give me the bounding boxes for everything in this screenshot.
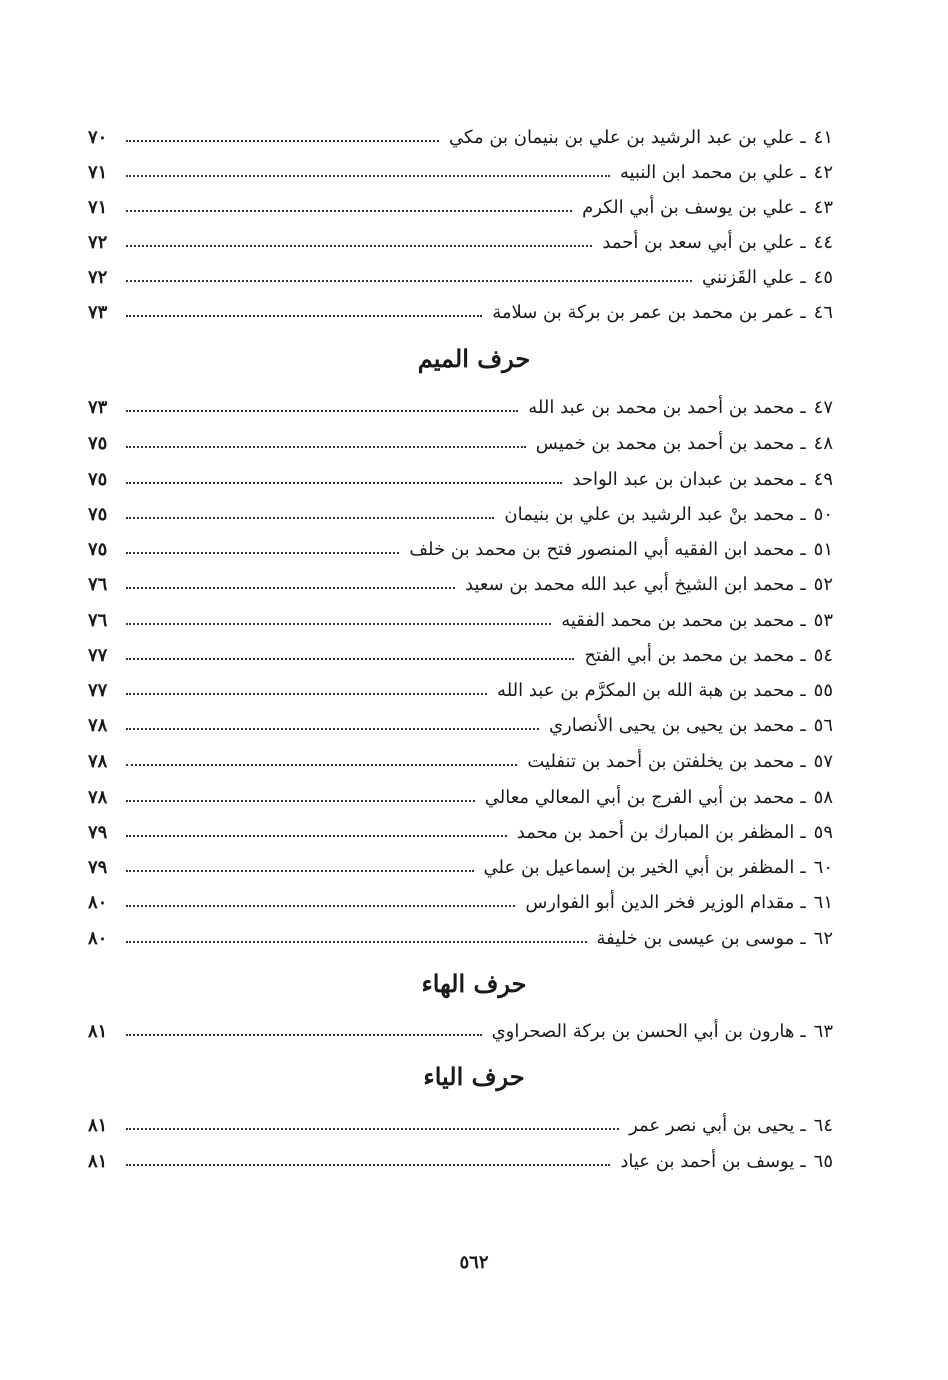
- entry-title: محمد بن أحمد بن محمد بن عبد الله: [528, 396, 795, 418]
- dot-leader: [126, 1128, 619, 1130]
- entry-number: ٦٢: [813, 927, 833, 949]
- entry-page-number: ٧٣: [88, 396, 108, 418]
- entry-number: ٥٠: [813, 503, 833, 525]
- entry-number: ٥١: [813, 538, 833, 560]
- entry-separator: ـ: [800, 856, 806, 878]
- toc-entry-48: [88, 426, 833, 460]
- entry-separator: ـ: [800, 396, 806, 418]
- entry-separator: ـ: [800, 161, 806, 183]
- toc-entry-59: [88, 815, 833, 849]
- entry-page-number: ٧٨: [88, 714, 108, 736]
- toc-entry-41: [88, 120, 833, 154]
- dot-leader: [126, 623, 551, 625]
- entry-number: ٥٦: [813, 714, 833, 736]
- entry-separator: ـ: [800, 821, 806, 843]
- entry-number: ٦٤: [813, 1114, 833, 1136]
- entry-number: ٦٥: [813, 1150, 833, 1172]
- entry-title: محمد بن هبة الله بن المكرَّم بن عبد الله: [497, 679, 795, 701]
- entry-page-number: ٧٥: [88, 468, 108, 490]
- dot-leader: [126, 140, 439, 142]
- entry-page-number: ٧٧: [88, 644, 108, 666]
- section-heading-meem: حرف الميم: [417, 344, 531, 373]
- toc-entry-44: [88, 225, 833, 259]
- entry-title: علي القَزنني: [701, 266, 795, 288]
- entry-separator: ـ: [800, 786, 806, 808]
- toc-entry-47: [88, 390, 833, 424]
- entry-separator: ـ: [800, 609, 806, 631]
- entry-page-number: ٧٩: [88, 856, 108, 878]
- entry-title: عمر بن محمد بن عمر بن بركة بن سلامة: [492, 301, 795, 323]
- toc-entry-49: [88, 462, 833, 496]
- toc-entry-50: [88, 497, 833, 531]
- dot-leader: [126, 210, 572, 212]
- dot-leader: [126, 658, 574, 660]
- entry-separator: ـ: [800, 927, 806, 949]
- entry-number: ٤٧: [813, 396, 833, 418]
- dot-leader: [126, 835, 507, 837]
- entry-number: ٥٢: [813, 573, 833, 595]
- dot-leader: [126, 517, 494, 519]
- toc-entry-63: [88, 1014, 833, 1048]
- entry-number: ٤٦: [813, 301, 833, 323]
- entry-number: ٤١: [813, 126, 833, 148]
- toc-entry-62: [88, 921, 833, 955]
- entry-number: ٦٣: [813, 1020, 833, 1042]
- entry-title: المظفر بن المبارك بن أحمد بن محمد: [516, 821, 795, 843]
- dot-leader: [126, 587, 455, 589]
- entry-separator: ـ: [800, 538, 806, 560]
- dot-leader: [126, 482, 562, 484]
- entry-title: محمد ابن الفقيه أبي المنصور فتح بن محمد بن خلف: [409, 538, 795, 560]
- entry-title: موسى بن عيسى بن خليفة: [596, 927, 795, 949]
- entry-separator: ـ: [800, 266, 806, 288]
- entry-number: ٤٢: [813, 161, 833, 183]
- section-heading-haa: حرف الهاء: [421, 969, 527, 998]
- toc-entry-61: [88, 885, 833, 919]
- toc-entry-56: [88, 708, 833, 742]
- dot-leader: [126, 410, 518, 412]
- toc-entry-43: [88, 190, 833, 224]
- entry-title: محمد بن محمد بن أبي الفتح: [584, 644, 795, 666]
- entry-page-number: ٧٨: [88, 750, 108, 772]
- page-number: ٥٦٢: [459, 1252, 489, 1273]
- dot-leader: [126, 905, 515, 907]
- entry-page-number: ٧٦: [88, 573, 108, 595]
- entry-title: مقدام الوزير فخر الدين أبو الفوارس: [525, 891, 795, 913]
- entry-separator: ـ: [800, 432, 806, 454]
- entry-page-number: ٧٧: [88, 679, 108, 701]
- entry-separator: ـ: [800, 1020, 806, 1042]
- entry-title: هارون بن أبي الحسن بن بركة الصحراوي: [491, 1020, 795, 1042]
- entry-title: علي بن أبي سعد بن أحمد: [602, 231, 795, 253]
- entry-page-number: ٧١: [88, 161, 108, 183]
- entry-separator: ـ: [800, 231, 806, 253]
- entry-page-number: ٧٩: [88, 821, 108, 843]
- entry-number: ٤٣: [813, 196, 833, 218]
- entry-separator: ـ: [800, 196, 806, 218]
- dot-leader: [126, 800, 475, 802]
- entry-title: المظفر بن أبي الخير بن إسماعيل بن علي: [483, 856, 795, 878]
- entry-separator: ـ: [800, 1114, 806, 1136]
- dot-leader: [126, 870, 474, 872]
- entry-separator: ـ: [800, 891, 806, 913]
- entry-separator: ـ: [800, 679, 806, 701]
- toc-entry-46: [88, 295, 833, 329]
- entry-separator: ـ: [800, 301, 806, 323]
- entry-page-number: ٧٦: [88, 609, 108, 631]
- entry-number: ٥٨: [813, 786, 833, 808]
- entry-separator: ـ: [800, 750, 806, 772]
- entry-number: ٤٤: [813, 231, 833, 253]
- entry-number: ٦١: [813, 891, 833, 913]
- entry-title: محمد بنْ عبد الرشيد بن علي بن بنيمان: [504, 503, 795, 525]
- entry-title: محمد بن أحمد بن محمد بن خميس: [535, 432, 795, 454]
- entry-page-number: ٨٠: [88, 891, 108, 913]
- toc-entry-45: [88, 260, 833, 294]
- entry-number: ٥٣: [813, 609, 833, 631]
- toc-entry-52: [88, 567, 833, 601]
- dot-leader: [126, 175, 610, 177]
- toc-entry-55: [88, 673, 833, 707]
- toc-entry-65: [88, 1144, 833, 1178]
- entry-separator: ـ: [800, 714, 806, 736]
- entry-number: ٤٩: [813, 468, 833, 490]
- toc-entry-57: [88, 744, 833, 778]
- entry-number: ٥٧: [813, 750, 833, 772]
- entry-title: محمد بن يخلفتن بن أحمد بن تنفليت: [527, 750, 795, 772]
- section-heading-yaa: حرف الياء: [423, 1062, 525, 1091]
- entry-page-number: ٨١: [88, 1020, 108, 1042]
- entry-number: ٤٨: [813, 432, 833, 454]
- entry-number: ٥٩: [813, 821, 833, 843]
- toc-entry-53: [88, 603, 833, 637]
- dot-leader: [126, 245, 592, 247]
- toc-entry-51: [88, 532, 833, 566]
- entry-number: ٥٤: [813, 644, 833, 666]
- entry-page-number: ٧٠: [88, 126, 108, 148]
- toc-entry-54: [88, 638, 833, 672]
- dot-leader: [126, 1034, 482, 1036]
- entry-title: علي بن يوسف بن أبي الكرم: [582, 196, 795, 218]
- entry-title: علي بن محمد ابن النبيه: [619, 161, 795, 183]
- entry-page-number: ٨١: [88, 1150, 108, 1172]
- entry-separator: ـ: [800, 1150, 806, 1172]
- entry-separator: ـ: [800, 468, 806, 490]
- entry-title: محمد ابن الشيخ أبي عبد الله محمد بن سعيد: [464, 573, 795, 595]
- entry-page-number: ٧٢: [88, 266, 108, 288]
- toc-entry-58: [88, 780, 833, 814]
- entry-page-number: ٨٠: [88, 927, 108, 949]
- entry-number: ٥٥: [813, 679, 833, 701]
- toc-entry-60: [88, 850, 833, 884]
- entry-separator: ـ: [800, 503, 806, 525]
- entry-page-number: ٧١: [88, 196, 108, 218]
- dot-leader: [126, 764, 517, 766]
- entry-title: محمد بن يحيى بن يحيى الأنصاري: [548, 714, 795, 736]
- dot-leader: [126, 315, 482, 317]
- entry-separator: ـ: [800, 573, 806, 595]
- dot-leader: [126, 941, 587, 943]
- entry-title: يحيى بن أبي نصر عمر: [629, 1114, 795, 1136]
- dot-leader: [126, 280, 692, 282]
- dot-leader: [126, 552, 399, 554]
- entry-title: علي بن عبد الرشيد بن علي بن بنيمان بن مكي: [449, 126, 795, 148]
- entry-page-number: ٨١: [88, 1114, 108, 1136]
- entry-separator: ـ: [800, 126, 806, 148]
- entry-title: يوسف بن أحمد بن عياد: [620, 1150, 795, 1172]
- entry-number: ٦٠: [813, 856, 833, 878]
- toc-entry-64: [88, 1108, 833, 1142]
- entry-number: ٤٥: [813, 266, 833, 288]
- dot-leader: [126, 446, 526, 448]
- entry-title: محمد بن عبدان بن عبد الواحد: [572, 468, 795, 490]
- entry-title: محمد بن محمد بن محمد الفقيه: [561, 609, 795, 631]
- dot-leader: [126, 693, 487, 695]
- dot-leader: [126, 1164, 610, 1166]
- dot-leader: [126, 728, 539, 730]
- entry-page-number: ٧٥: [88, 432, 108, 454]
- entry-page-number: ٧٨: [88, 786, 108, 808]
- entry-page-number: ٧٣: [88, 301, 108, 323]
- entry-title: محمد بن أبي الفرج بن أبي المعالي معالي: [484, 786, 795, 808]
- entry-page-number: ٧٥: [88, 503, 108, 525]
- toc-entry-42: [88, 155, 833, 189]
- entry-page-number: ٧٥: [88, 538, 108, 560]
- entry-page-number: ٧٢: [88, 231, 108, 253]
- entry-separator: ـ: [800, 644, 806, 666]
